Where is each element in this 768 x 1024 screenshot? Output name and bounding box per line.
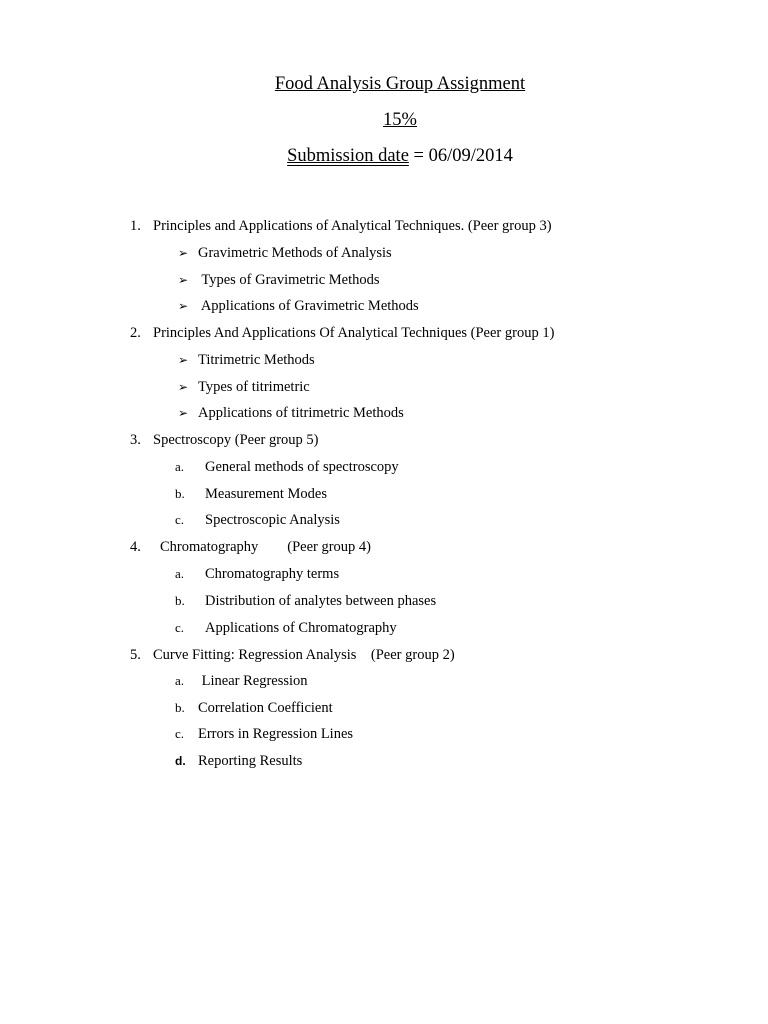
list-subitem: Types of Gravimetric Methods — [198, 272, 380, 288]
list-letter: d. — [175, 754, 186, 768]
arrow-bullet-icon: ➢ — [178, 406, 189, 420]
submission-date-line — [0, 145, 768, 167]
list-subitem: Distribution of analytes between phases — [205, 593, 437, 609]
list-subitem: Errors in Regression Lines — [198, 726, 354, 742]
list-subitem: Applications of Gravimetric Methods — [198, 298, 419, 314]
list-subitem: Applications of Chromatography — [205, 620, 397, 636]
list-item-heading: Curve Fitting: Regression Analysis (Peer group 2) — [153, 647, 455, 663]
list-letter: c. — [175, 620, 185, 635]
document-title — [0, 73, 768, 95]
list-item-heading: Chromatography (Peer group 4) — [160, 539, 372, 555]
title-text: Food Analysis Group Assignment — [274, 74, 526, 94]
list-item-heading: Principles And Applications Of Analytical Techniques (Peer group 1) — [153, 325, 555, 341]
list-subitem: Spectroscopic Analysis — [205, 512, 340, 528]
list-number: 4. — [130, 539, 141, 555]
arrow-bullet-icon: ➢ — [178, 353, 189, 367]
list-subitem: Reporting Results — [198, 753, 303, 769]
list-subitem: Titrimetric Methods — [198, 352, 315, 368]
list-letter: c. — [175, 726, 185, 741]
list-letter: b. — [175, 700, 185, 715]
list-letter: a. — [175, 673, 185, 688]
submission-label: Submission date — [287, 146, 409, 166]
arrow-bullet-icon: ➢ — [178, 273, 189, 287]
list-item-heading: Principles and Applications of Analytical Techniques. (Peer group 3) — [153, 218, 552, 234]
list-number: 2. — [130, 325, 141, 341]
list-subitem: Chromatography terms — [205, 566, 340, 582]
list-number: 1. — [130, 218, 141, 234]
list-item-heading: Spectroscopy (Peer group 5) — [153, 432, 319, 448]
list-letter: b. — [175, 593, 185, 608]
arrow-bullet-icon: ➢ — [178, 380, 189, 394]
list-letter: c. — [175, 512, 185, 527]
arrow-bullet-icon: ➢ — [178, 299, 189, 313]
list-number: 5. — [130, 647, 141, 663]
submission-value: = 06/09/2014 — [408, 146, 513, 166]
list-subitem: Correlation Coefficient — [198, 700, 333, 716]
weight-text: 15% — [383, 110, 417, 130]
arrow-bullet-icon: ➢ — [178, 246, 189, 260]
list-number: 3. — [130, 432, 141, 448]
list-subitem: Gravimetric Methods of Analysis — [198, 245, 392, 261]
list-letter: a. — [175, 459, 185, 474]
list-subitem: Applications of titrimetric Methods — [198, 405, 404, 421]
assignment-weight — [0, 109, 768, 131]
list-subitem: Measurement Modes — [205, 486, 328, 502]
list-subitem: General methods of spectroscopy — [205, 459, 399, 475]
list-subitem: Types of titrimetric — [198, 379, 310, 395]
list-subitem: Linear Regression — [198, 673, 308, 689]
list-letter: b. — [175, 486, 185, 501]
list-letter: a. — [175, 566, 185, 581]
